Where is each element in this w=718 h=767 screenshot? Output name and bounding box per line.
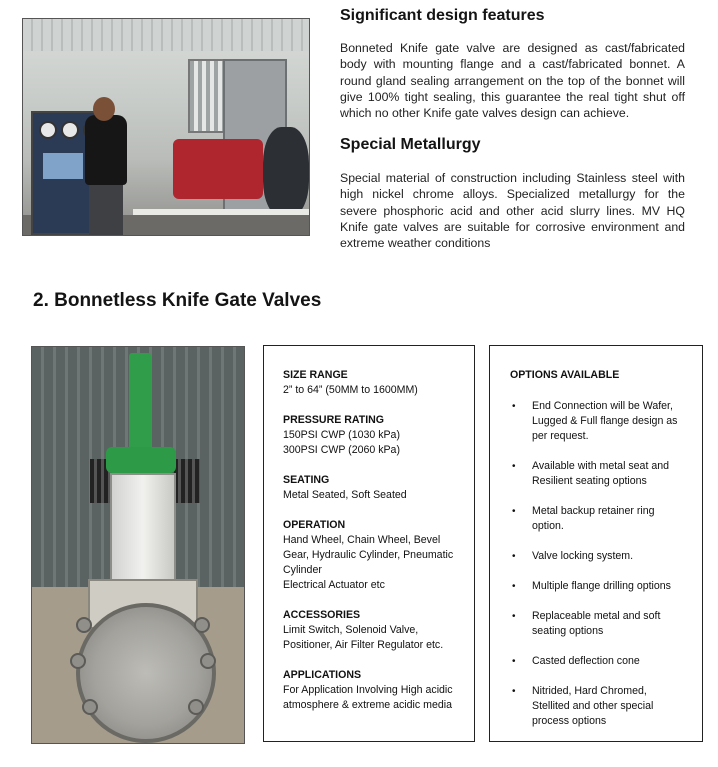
spec-value: Positioner, Air Filter Regulator etc.	[283, 639, 444, 651]
spec-value: Hand Wheel, Chain Wheel, Bevel	[283, 534, 441, 546]
spec-pressure-rating	[283, 413, 464, 458]
factory-roof	[23, 19, 309, 51]
option-item	[510, 459, 694, 489]
option-item	[510, 609, 694, 639]
bullet-icon: •	[512, 551, 516, 562]
spec-size-range	[283, 368, 464, 398]
spec-value: Limit Switch, Solenoid Valve,	[283, 624, 419, 636]
option-text: Stellited and other special	[532, 700, 654, 712]
bullet-icon: •	[512, 401, 516, 412]
spec-operation	[283, 518, 464, 593]
spec-value: Electrical Actuator etc	[283, 579, 385, 591]
flange-lug	[82, 699, 98, 715]
valve-yoke	[110, 473, 176, 595]
flange-lug	[200, 653, 216, 669]
bullet-icon: •	[512, 581, 516, 592]
gauge-icon	[61, 121, 79, 139]
test-bench-photo	[22, 18, 310, 236]
flange-lug	[70, 653, 86, 669]
metallurgy-heading: Special Metallurgy	[340, 136, 481, 153]
option-text: Available with metal seat and	[532, 460, 670, 472]
gauge-icon	[39, 121, 57, 139]
spec-accessories	[283, 608, 464, 653]
spec-value: 2” to 64” (50MM to 1600MM)	[283, 384, 418, 396]
spec-label: SEATING	[283, 474, 330, 486]
options-title: OPTIONS AVAILABLE	[510, 369, 620, 381]
metallurgy-text: Special material of construction including Stainless steel with high nickel chrome alloys. Specialized metallurgy for the severe phosphoric acid and other acid slurry lines. MV HQ Knife gate valves are suitable for corrosive environment and extreme weather conditions	[340, 171, 685, 251]
option-item	[510, 684, 694, 729]
spec-value: 300PSI CWP (2060 kPa)	[283, 444, 400, 456]
bullet-icon: •	[512, 506, 516, 517]
spec-label: ACCESSORIES	[283, 609, 361, 621]
option-text: Multiple flange drilling options	[532, 580, 671, 592]
option-text: seating options	[532, 625, 604, 637]
spec-seating	[283, 473, 464, 503]
option-text: process options	[532, 715, 607, 727]
spec-value: Metal Seated, Soft Seated	[283, 489, 407, 501]
spec-value: atmosphere & extreme acidic media	[283, 699, 452, 711]
spec-label: SIZE RANGE	[283, 369, 348, 381]
option-text: Valve locking system.	[532, 550, 634, 562]
option-item	[510, 579, 694, 594]
spec-label: PRESSURE RATING	[283, 414, 385, 426]
spec-value: 150PSI CWP (1030 kPa)	[283, 429, 400, 441]
options-box	[489, 345, 703, 742]
option-text: per request.	[532, 430, 589, 442]
flange-lug	[76, 617, 92, 633]
option-item	[510, 399, 694, 444]
bullet-icon: •	[512, 686, 516, 697]
section-title: 2. Bonnetless Knife Gate Valves	[33, 290, 322, 311]
worker-legs	[89, 183, 123, 235]
spec-value: For Application Involving High acidic	[283, 684, 453, 696]
option-text: Casted deflection cone	[532, 655, 640, 667]
option-text: Resilient seating options	[532, 475, 647, 487]
option-item	[510, 549, 694, 564]
option-text: Metal backup retainer ring	[532, 505, 655, 517]
spec-label: OPERATION	[283, 519, 346, 531]
option-text: Nitrided, Hard Chromed,	[532, 685, 647, 697]
flange-lug	[194, 617, 210, 633]
option-item	[510, 504, 694, 534]
option-text: Lugged & Full flange design as	[532, 415, 678, 427]
design-features-text: Bonneted Knife gate valve are designed as cast/fabricated body with mounting flange and a cast/fabricated bonnet. A round gland sealing arrangement on the top of the bonnet will give 100% tight sealing, this guarantee the real tight shut off which no other Knife gate valves design can achieve.	[340, 41, 685, 121]
design-features-heading: Significant design features	[340, 7, 545, 24]
bullet-icon: •	[512, 656, 516, 667]
spec-value: Cylinder	[283, 564, 322, 576]
bullet-icon: •	[512, 611, 516, 622]
spec-applications	[283, 668, 464, 713]
red-valve-body	[173, 139, 263, 199]
valve-flange	[263, 127, 309, 217]
gear-box	[106, 447, 176, 473]
option-item	[510, 654, 694, 669]
panel-screen	[43, 153, 83, 179]
options-list	[510, 399, 694, 729]
spec-label: APPLICATIONS	[283, 669, 362, 681]
worker-body	[85, 115, 127, 185]
worker-head	[93, 97, 115, 121]
bullet-icon: •	[512, 461, 516, 472]
option-text: End Connection will be Wafer,	[532, 400, 673, 412]
actuator-cylinder	[129, 353, 151, 451]
knife-gate-valve-photo	[31, 346, 245, 744]
option-text: Replaceable metal and soft	[532, 610, 661, 622]
spec-value: Gear, Hydraulic Cylinder, Pneumatic	[283, 549, 454, 561]
option-text: option.	[532, 520, 564, 532]
specifications-box	[263, 345, 475, 742]
flange-lug	[188, 699, 204, 715]
